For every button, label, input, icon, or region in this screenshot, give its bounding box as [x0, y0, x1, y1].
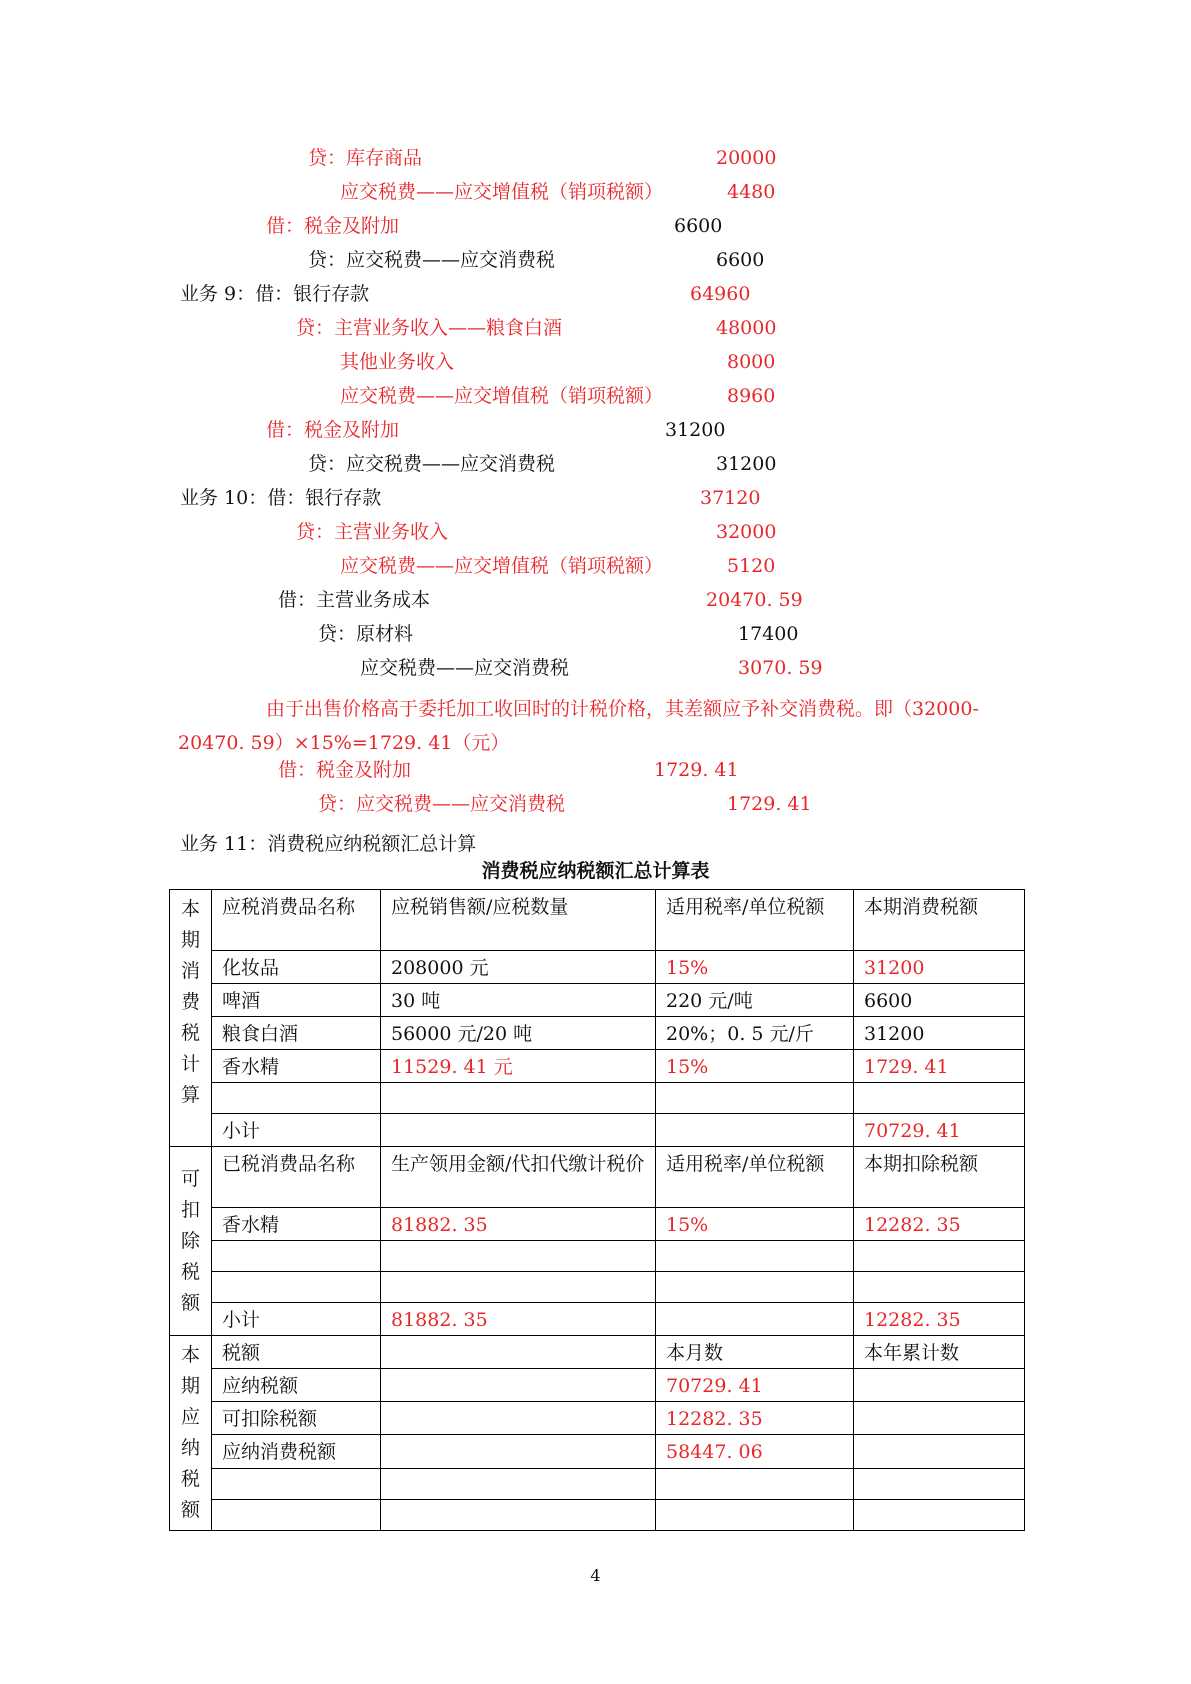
table-cell: 20%；0. 5 元/斤: [656, 1017, 854, 1050]
side-char: 额: [180, 1291, 200, 1314]
journal-label: 贷：原材料: [318, 623, 414, 645]
header-cell: 适用税率/单位税额: [656, 1147, 854, 1208]
table-row: [170, 1272, 1025, 1303]
journal-amount: 1729. 41: [727, 793, 812, 815]
side-char: 扣: [180, 1198, 200, 1221]
journal-amount: 17400: [738, 623, 799, 645]
header-cell: 本期消费税额: [854, 890, 1025, 951]
side-char: 额: [180, 1499, 200, 1521]
table-cell: 6600: [854, 984, 1025, 1017]
journal-amount: 31200: [665, 419, 726, 441]
table-cell: [854, 1468, 1025, 1499]
header-cell: 生产领用金额/代扣代缴计税价: [381, 1147, 656, 1208]
side-char: 期: [180, 929, 200, 951]
table-cell: 税额: [212, 1336, 381, 1369]
header-cell: 应税消费品名称: [212, 890, 381, 951]
table-cell: [381, 1369, 656, 1402]
table-cell: 应纳税额: [212, 1369, 381, 1402]
table-cell: 小计: [212, 1114, 381, 1147]
table-cell: 208000 元: [381, 951, 656, 984]
table-cell: [656, 1499, 854, 1530]
table-cell: 啤酒: [212, 984, 381, 1017]
side-char: 消: [180, 960, 200, 982]
side-char: 除: [180, 1229, 200, 1252]
journal-label: 业务 9：借：银行存款: [180, 283, 370, 305]
table-cell: 12282. 35: [854, 1208, 1025, 1241]
side-char: 税: [180, 1468, 200, 1490]
side-char: 纳: [180, 1437, 200, 1459]
table-row: [170, 1017, 1025, 1050]
table-cell: 可扣除税额: [212, 1402, 381, 1435]
table-cell: [381, 1272, 656, 1303]
table-title: 消费税应纳税额汇总计算表: [481, 860, 710, 882]
table-header-row: [170, 1147, 1025, 1208]
table-cell: [381, 1083, 656, 1114]
consumption-tax-table: [169, 889, 1025, 1531]
journal-amount: 20470. 59: [706, 589, 803, 611]
journal-label: 贷：主营业务收入: [296, 521, 449, 543]
table-row: [170, 1208, 1025, 1241]
journal-amount: 8000: [727, 351, 776, 373]
journal-label: 借：税金及附加: [266, 419, 400, 441]
table-cell: 本年累计数: [854, 1336, 1025, 1369]
table-cell: 12282. 35: [854, 1303, 1025, 1336]
table-cell: 31200: [854, 1017, 1025, 1050]
side-char: 税: [180, 1260, 200, 1283]
table-row: [170, 984, 1025, 1017]
table-cell: [656, 1241, 854, 1272]
table-cell: 15%: [656, 1050, 854, 1083]
journal-label: 贷：应交税费——应交消费税: [318, 793, 566, 815]
table-row: [170, 951, 1025, 984]
table-cell: [656, 1114, 854, 1147]
section-side-label: [170, 890, 212, 1147]
journal-amount: 6600: [674, 215, 723, 237]
journal-label: 借：税金及附加: [266, 215, 400, 237]
journal-amount: 6600: [716, 249, 765, 271]
note-text: 由于出售价格高于委托加工收回时的计税价格，其差额应予补交消费税。即（32000-20470. 59）×15%=1729. 41（元）: [178, 698, 979, 754]
table-cell: [381, 1114, 656, 1147]
table-cell: 11529. 41 元: [381, 1050, 656, 1083]
journal-amount: 8960: [727, 385, 776, 407]
table-cell: 70729. 41: [656, 1369, 854, 1402]
side-char: 本: [180, 1344, 200, 1366]
journal-label: 业务 10：借：银行存款: [180, 487, 382, 509]
header-cell: 适用税率/单位税额: [656, 890, 854, 951]
journal-amount: 4480: [727, 181, 776, 203]
table-row: [170, 1114, 1025, 1147]
side-char: 费: [180, 991, 200, 1013]
table-cell: [212, 1272, 381, 1303]
header-cell: 已税消费品名称: [212, 1147, 381, 1208]
table-row: [170, 1435, 1025, 1468]
table-row: [170, 1050, 1025, 1083]
table-cell: [854, 1402, 1025, 1435]
table-cell: 15%: [656, 951, 854, 984]
side-char: 税: [180, 1022, 200, 1044]
journal-label: 应交税费——应交消费税: [360, 657, 570, 679]
table-cell: [381, 1336, 656, 1369]
table-row: [170, 1468, 1025, 1499]
table-row: [170, 1499, 1025, 1530]
header-cell: 本期扣除税额: [854, 1147, 1025, 1208]
table-cell: [381, 1468, 656, 1499]
table-cell: [854, 1369, 1025, 1402]
table-cell: [212, 1083, 381, 1114]
journal-label: 借：税金及附加: [278, 759, 412, 781]
table-header-row: [170, 890, 1025, 951]
table-cell: 70729. 41: [854, 1114, 1025, 1147]
table-cell: [854, 1272, 1025, 1303]
table-cell: 本月数: [656, 1336, 854, 1369]
table-cell: 58447. 06: [656, 1435, 854, 1468]
table-cell: 30 吨: [381, 984, 656, 1017]
table-cell: [381, 1241, 656, 1272]
table-cell: 香水精: [212, 1208, 381, 1241]
journal-label: 借：主营业务成本: [278, 589, 431, 611]
table-cell: [854, 1241, 1025, 1272]
table-row: [170, 1303, 1025, 1336]
table-cell: 小计: [212, 1303, 381, 1336]
table-cell: 1729. 41: [854, 1050, 1025, 1083]
journal-label: 其他业务收入: [340, 351, 455, 373]
table-cell: 12282. 35: [656, 1402, 854, 1435]
side-char: 算: [180, 1084, 200, 1106]
table-row: [170, 1083, 1025, 1114]
journal-label: 贷：应交税费——应交消费税: [308, 453, 556, 475]
table-cell: 220 元/吨: [656, 984, 854, 1017]
table-cell: 81882. 35: [381, 1303, 656, 1336]
table-cell: 56000 元/20 吨: [381, 1017, 656, 1050]
table-cell: 15%: [656, 1208, 854, 1241]
table-cell: 香水精: [212, 1050, 381, 1083]
side-char: 应: [180, 1406, 200, 1428]
table-cell: [212, 1241, 381, 1272]
table-cell: 粮食白酒: [212, 1017, 381, 1050]
table-cell: [854, 1435, 1025, 1468]
table-row: [170, 1402, 1025, 1435]
table-cell: [656, 1468, 854, 1499]
table-cell: 应纳消费税额: [212, 1435, 381, 1468]
journal-amount: 5120: [727, 555, 776, 577]
table-cell: [854, 1499, 1025, 1530]
table-cell: 81882. 35: [381, 1208, 656, 1241]
table-cell: [381, 1435, 656, 1468]
side-char: 本: [180, 898, 200, 920]
table-cell: 31200: [854, 951, 1025, 984]
side-char: 可: [180, 1167, 200, 1190]
journal-amount: 37120: [700, 487, 761, 509]
header-cell: 应税销售额/应税数量: [381, 890, 656, 951]
journal-amount: 20000: [716, 147, 777, 169]
table-row: [170, 1336, 1025, 1369]
journal-amount: 3070. 59: [738, 657, 823, 679]
table-cell: [212, 1468, 381, 1499]
note-paragraph: [178, 692, 1018, 760]
journal-label: 贷：库存商品: [308, 147, 423, 169]
journal-label: 应交税费——应交增值税（销项税额）: [340, 555, 664, 577]
table-cell: [381, 1402, 656, 1435]
journal-amount: 64960: [690, 283, 751, 305]
journal-label: 应交税费——应交增值税（销项税额）: [340, 385, 664, 407]
journal-amount: 48000: [716, 317, 777, 339]
journal-amount: 1729. 41: [654, 759, 739, 781]
table-cell: [381, 1499, 656, 1530]
journal-label: 贷：应交税费——应交消费税: [308, 249, 556, 271]
section-side-label: [170, 1147, 212, 1336]
journal-amount: 31200: [716, 453, 777, 475]
side-char: 期: [180, 1375, 200, 1397]
section-side-label: [170, 1336, 212, 1531]
table-cell: [656, 1083, 854, 1114]
table-row: [170, 1241, 1025, 1272]
page-number: 4: [590, 1566, 601, 1585]
business-11-heading: 业务 11：消费税应纳税额汇总计算: [180, 833, 477, 855]
table-cell: [656, 1303, 854, 1336]
side-char: 计: [180, 1053, 200, 1075]
journal-label: 应交税费——应交增值税（销项税额）: [340, 181, 664, 203]
table-cell: 化妆品: [212, 951, 381, 984]
table-row: [170, 1369, 1025, 1402]
journal-amount: 32000: [716, 521, 777, 543]
table-cell: [854, 1083, 1025, 1114]
table-cell: [656, 1272, 854, 1303]
journal-label: 贷：主营业务收入——粮食白酒: [296, 317, 563, 339]
table-cell: [212, 1499, 381, 1530]
